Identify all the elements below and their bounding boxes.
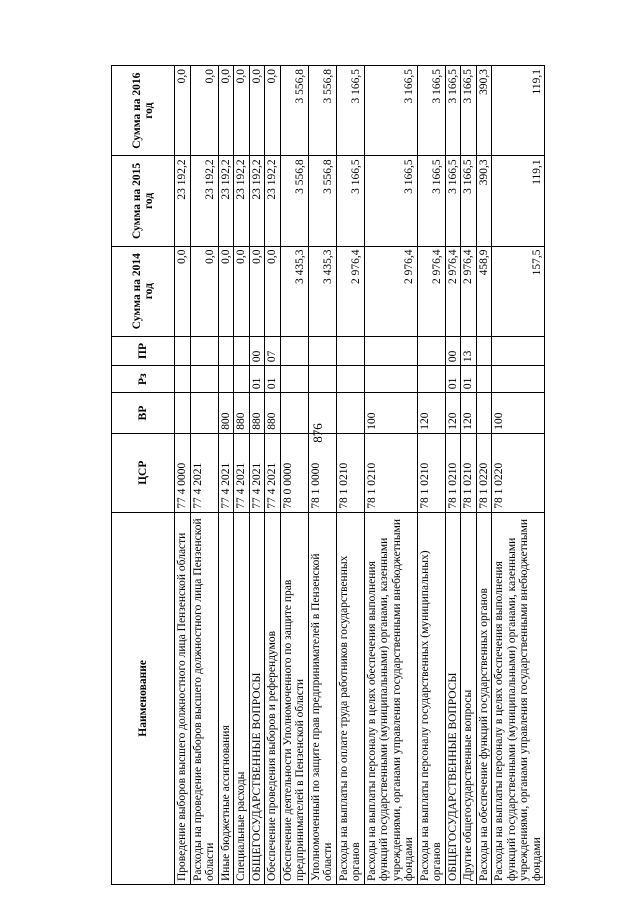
cell-name: Расходы на выплаты персоналу государственных (муниципальных) органов: [417, 512, 445, 884]
cell-sum-2015: 23 192,2: [265, 156, 281, 246]
table-row: [190, 66, 218, 885]
cell-sum-2016: 0,0: [190, 66, 218, 156]
cell-name: Обеспечение проведения выборов и референдумов: [265, 512, 281, 884]
cell-sum-2016: 3 166,5: [417, 66, 445, 156]
cell-name: Уполномоченный по защите прав предпринимателей в Пензенской области: [308, 512, 336, 884]
cell-rz: [492, 366, 545, 393]
cell-sum-2014: 2 976,4: [461, 246, 477, 336]
cell-sum-2015: 3 556,8: [280, 156, 308, 246]
page-number: 876: [310, 423, 325, 443]
cell-name: ОБЩЕГОСУДАРСТВЕННЫЕ ВОПРОСЫ: [445, 512, 461, 884]
cell-pr: [175, 336, 191, 365]
cell-vr: 120: [461, 393, 477, 434]
cell-pr: [476, 336, 492, 365]
cell-sum-2014: 157,5: [492, 246, 545, 336]
cell-pr: 00: [445, 336, 461, 365]
header-vr: ВР: [112, 393, 175, 434]
cell-pr: [336, 336, 364, 365]
header-csr: ЦСР: [112, 433, 175, 512]
cell-pr: [492, 336, 545, 365]
cell-vr: 880: [249, 393, 265, 434]
cell-pr: [280, 336, 308, 365]
cell-csr: 78 1 0210: [364, 433, 417, 512]
cell-sum-2016: 0,0: [234, 66, 250, 156]
cell-rz: [280, 366, 308, 393]
cell-csr: 78 1 0210: [461, 433, 477, 512]
cell-csr: 78 1 0220: [492, 433, 545, 512]
cell-csr: 78 1 0000: [308, 433, 336, 512]
cell-sum-2015: 3 166,5: [461, 156, 477, 246]
cell-sum-2015: 390,3: [476, 156, 492, 246]
cell-name: Расходы на выплаты персоналу в целях обеспечения выполнения функций государственными (муниципальными) органами, казенными учреждениями, органами управления государственными внебюджетными фондами: [364, 512, 417, 884]
table-body: [175, 66, 545, 885]
cell-rz: [218, 366, 234, 393]
cell-sum-2016: 3 166,5: [461, 66, 477, 156]
table-row: [218, 66, 234, 885]
table-row: [492, 66, 545, 885]
cell-vr: 100: [492, 393, 545, 434]
cell-rz: [308, 366, 336, 393]
cell-pr: [308, 336, 336, 365]
cell-sum-2015: 3 556,8: [308, 156, 336, 246]
cell-sum-2016: 119,1: [492, 66, 545, 156]
header-sum-2015: Сумма на 2015 год: [112, 156, 175, 246]
cell-sum-2015: 119,1: [492, 156, 545, 246]
cell-sum-2015: 23 192,2: [249, 156, 265, 246]
cell-vr: 120: [417, 393, 445, 434]
cell-csr: 77 4 2021: [190, 433, 218, 512]
cell-vr: 880: [234, 393, 250, 434]
cell-pr: [364, 336, 417, 365]
cell-sum-2014: 2 976,4: [364, 246, 417, 336]
cell-csr: 78 1 0210: [417, 433, 445, 512]
cell-sum-2014: 0,0: [265, 246, 281, 336]
cell-pr: [234, 336, 250, 365]
cell-rz: 01: [461, 366, 477, 393]
header-sum-2016: Сумма на 2016 год: [112, 66, 175, 156]
cell-csr: 77 4 0000: [175, 433, 191, 512]
cell-csr: 78 1 0220: [476, 433, 492, 512]
cell-sum-2015: 23 192,2: [234, 156, 250, 246]
cell-vr: 100: [364, 393, 417, 434]
header-sum-2014: Сумма на 2014 год: [112, 246, 175, 336]
table-row: [445, 66, 461, 885]
cell-vr: [190, 393, 218, 434]
cell-pr: [417, 336, 445, 365]
cell-name: Иные бюджетные ассигнования: [218, 512, 234, 884]
cell-pr: [218, 336, 234, 365]
header-pr: ПР: [112, 336, 175, 365]
cell-vr: 120: [445, 393, 461, 434]
cell-vr: 880: [265, 393, 281, 434]
cell-rz: [336, 366, 364, 393]
table-row: [417, 66, 445, 885]
cell-sum-2015: 23 192,2: [218, 156, 234, 246]
cell-sum-2016: 390,3: [476, 66, 492, 156]
cell-sum-2016: 3 166,5: [364, 66, 417, 156]
cell-rz: [175, 366, 191, 393]
cell-rz: [417, 366, 445, 393]
cell-sum-2014: 0,0: [175, 246, 191, 336]
cell-name: Обеспечение деятельности Уполномоченного по защите прав предпринимателей в Пензенской области: [280, 512, 308, 884]
cell-sum-2016: 3 166,5: [336, 66, 364, 156]
cell-sum-2014: 0,0: [190, 246, 218, 336]
cell-sum-2014: 2 976,4: [336, 246, 364, 336]
header-name: Наименование: [112, 512, 175, 884]
cell-sum-2015: 23 192,2: [175, 156, 191, 246]
cell-vr: [175, 393, 191, 434]
cell-name: Расходы на выплаты по оплате труда работников государственных органов: [336, 512, 364, 884]
budget-table: [111, 65, 545, 885]
cell-name: Проведение выборов высшего должностного лица Пензенской области: [175, 512, 191, 884]
cell-name: Другие общегосударственные вопросы: [461, 512, 477, 884]
cell-sum-2014: 3 435,3: [308, 246, 336, 336]
cell-vr: [476, 393, 492, 434]
cell-pr: [190, 336, 218, 365]
cell-csr: 78 0 0000: [280, 433, 308, 512]
cell-name: Расходы на выплаты персоналу в целях обеспечения выполнения функций государственными (муниципальными) органами, казенными учреждениями, органами управления государственными внебюджетными фондами: [492, 512, 545, 884]
cell-sum-2015: 3 166,5: [336, 156, 364, 246]
table-row: [364, 66, 417, 885]
table-row: [336, 66, 364, 885]
cell-sum-2016: 3 556,8: [280, 66, 308, 156]
cell-csr: 78 1 0210: [336, 433, 364, 512]
cell-csr: 77 4 2021: [249, 433, 265, 512]
cell-csr: 77 4 2021: [234, 433, 250, 512]
cell-rz: [234, 366, 250, 393]
cell-sum-2014: 0,0: [234, 246, 250, 336]
cell-sum-2016: 0,0: [175, 66, 191, 156]
table-row: [175, 66, 191, 885]
cell-sum-2014: 2 976,4: [445, 246, 461, 336]
table-row: [461, 66, 477, 885]
table-row: [234, 66, 250, 885]
cell-sum-2016: 0,0: [218, 66, 234, 156]
table-row: [476, 66, 492, 885]
header-rz: Рз: [112, 366, 175, 393]
cell-vr: 800: [218, 393, 234, 434]
cell-sum-2014: 0,0: [218, 246, 234, 336]
cell-rz: 01: [445, 366, 461, 393]
cell-csr: 77 4 2021: [265, 433, 281, 512]
cell-rz: [364, 366, 417, 393]
cell-pr: 07: [265, 336, 281, 365]
cell-rz: [190, 366, 218, 393]
table-row: [265, 66, 281, 885]
cell-csr: 77 4 2021: [218, 433, 234, 512]
cell-name: Расходы на проведение выборов высшего должностного лица Пензенской области: [190, 512, 218, 884]
cell-sum-2015: 3 166,5: [364, 156, 417, 246]
table-row: [280, 66, 308, 885]
cell-pr: 13: [461, 336, 477, 365]
cell-vr: [308, 393, 336, 434]
table-header-row: [112, 66, 175, 885]
cell-rz: [476, 366, 492, 393]
cell-sum-2014: 3 435,3: [280, 246, 308, 336]
cell-csr: 78 1 0210: [445, 433, 461, 512]
cell-name: Специальные расходы: [234, 512, 250, 884]
cell-sum-2014: 0,0: [249, 246, 265, 336]
cell-vr: [336, 393, 364, 434]
cell-rz: 01: [265, 366, 281, 393]
cell-sum-2016: 3 556,8: [308, 66, 336, 156]
cell-sum-2014: 458,9: [476, 246, 492, 336]
cell-sum-2014: 2 976,4: [417, 246, 445, 336]
cell-sum-2015: 3 166,5: [417, 156, 445, 246]
cell-vr: [280, 393, 308, 434]
cell-sum-2016: 0,0: [265, 66, 281, 156]
cell-sum-2016: 3 166,5: [445, 66, 461, 156]
cell-name: ОБЩЕГОСУДАРСТВЕННЫЕ ВОПРОСЫ: [249, 512, 265, 884]
cell-sum-2015: 23 192,2: [190, 156, 218, 246]
table-row: [308, 66, 336, 885]
cell-sum-2016: 0,0: [249, 66, 265, 156]
cell-name: Расходы на обеспечение функций государственных органов: [476, 512, 492, 884]
cell-rz: 01: [249, 366, 265, 393]
rotated-table-page: [111, 65, 631, 885]
cell-pr: 00: [249, 336, 265, 365]
cell-sum-2015: 3 166,5: [445, 156, 461, 246]
table-row: [249, 66, 265, 885]
